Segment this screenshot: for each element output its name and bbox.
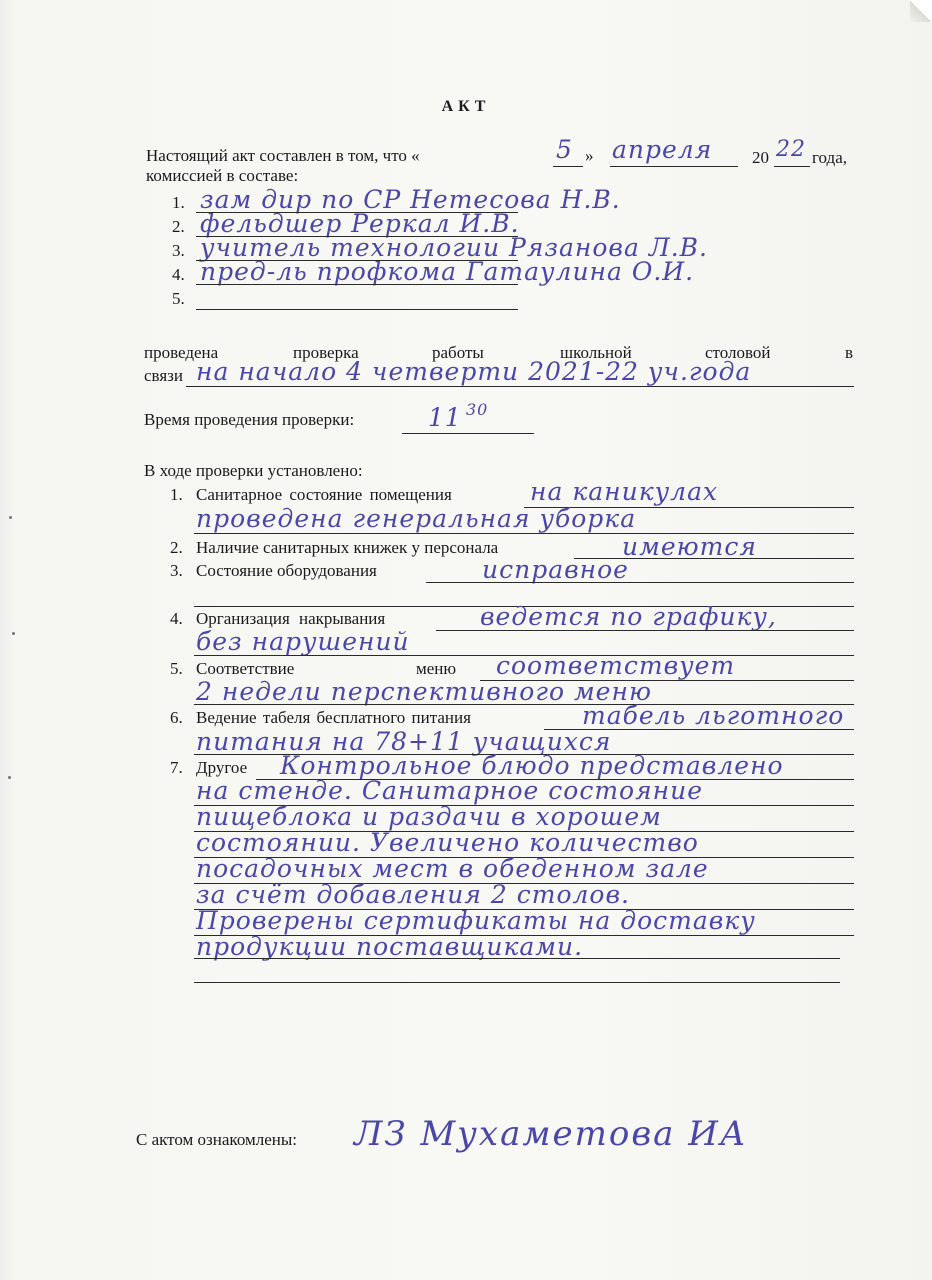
findings-label: В ходе проверки установлено: [144, 461, 363, 480]
reason-underline [186, 386, 854, 387]
time-hours: 11 [428, 403, 462, 432]
scan-speck [9, 516, 12, 519]
member-value: зам дир по СР Нетесова Н.В. [200, 185, 621, 214]
finding-value: за счёт добавления 2 столов. [196, 880, 630, 909]
finding-label: Состояние оборудования [196, 561, 377, 580]
finding-value: без нарушений [196, 627, 410, 656]
acknowledgement-label: С актом ознакомлены: [136, 1130, 298, 1149]
finding-underline [426, 582, 854, 583]
finding-underline [194, 982, 840, 983]
intro-year-suffix: 22 [776, 137, 806, 162]
finding-value: исправное [482, 555, 629, 584]
time-underline [402, 433, 534, 434]
member-number: 4. [172, 265, 185, 284]
finding-value: Проверены сертификаты на доставку [196, 906, 756, 935]
finding-number: 2. [170, 538, 183, 557]
finding-value: пищеблока и раздачи в хорошем [196, 802, 662, 831]
inspection-connector: связи [144, 366, 183, 385]
member-number: 3. [172, 241, 185, 260]
member-number: 1. [172, 193, 185, 212]
finding-label: Ведение табеля бесплатного питания [196, 708, 471, 727]
time-minutes: 30 [466, 400, 489, 419]
finding-value: 2 недели перспективного меню [196, 677, 652, 706]
finding-label: Соответствие [196, 659, 295, 678]
finding-label: Другое [196, 758, 248, 777]
inspection-word: проведена [144, 343, 219, 362]
inspection-reason: на начало 4 четверти 2021-22 уч.года [196, 357, 752, 386]
inspection-word: школьной [560, 343, 632, 362]
intro-year-word: года, [812, 148, 848, 167]
inspection-word: в [845, 343, 854, 362]
finding-underline [194, 958, 840, 959]
scan-speck [12, 632, 15, 635]
year-underline [774, 166, 810, 167]
scan-speck [8, 776, 11, 779]
finding-number: 3. [170, 561, 183, 580]
finding-value: продукции поставщиками. [196, 932, 584, 961]
finding-value: соответствует [496, 651, 736, 680]
finding-value: имеются [622, 532, 757, 561]
finding-label: Санитарное состояние помещения [196, 485, 452, 504]
member-underline [196, 284, 518, 285]
finding-number: 4. [170, 609, 183, 628]
member-number: 5. [172, 289, 185, 308]
finding-value: проведена генеральная уборка [196, 504, 637, 533]
intro-day: 5 [556, 135, 573, 164]
finding-number: 1. [170, 485, 183, 504]
month-underline [610, 166, 738, 167]
finding-value: ведется по графику, [480, 602, 777, 631]
finding-label: Наличие санитарных книжек у персонала [196, 538, 499, 557]
intro-quote-close: » [585, 146, 594, 165]
finding-value: табель льготного [582, 701, 845, 730]
document-title: АКТ [441, 98, 491, 115]
finding-underline [436, 630, 854, 631]
intro-year-prefix: 20 [752, 148, 769, 167]
page-corner [910, 0, 932, 22]
intro-month: апреля [612, 135, 713, 164]
finding-value: на каникулах [530, 477, 719, 506]
finding-number: 5. [170, 659, 183, 678]
intro-text: Настоящий акт составлен в том, что « [146, 146, 420, 165]
day-underline [553, 166, 583, 167]
member-underline [196, 309, 518, 310]
finding-value: Контрольное блюдо представлено [280, 751, 784, 780]
finding-value: на стенде. Санитарное состояние [196, 776, 704, 805]
finding-value: состоянии. Увеличено количество [196, 828, 699, 857]
finding-label: Организация накрывания [196, 609, 386, 628]
finding-value: питания на 78+11 учащихся [196, 727, 612, 756]
inspection-word: проверка [293, 343, 359, 362]
finding-value: посадочных мест в обеденном зале [196, 854, 709, 883]
finding-label: меню [416, 659, 457, 678]
member-value: пред-ль профкома Гатаулина О.И. [200, 257, 695, 286]
inspection-word: работы [432, 343, 484, 362]
member-value: учитель технологии Рязанова Л.В. [200, 233, 708, 262]
time-label: Время проведения проверки: [144, 410, 355, 429]
committee-label: комиссией в составе: [146, 166, 299, 185]
member-value: фельдшер Реркал И.В. [200, 209, 520, 238]
finding-number: 7. [170, 758, 183, 777]
inspection-word: столовой [705, 343, 771, 362]
finding-number: 6. [170, 708, 183, 727]
signature: ЛЗ Мухаметова ИА [354, 1114, 748, 1154]
member-number: 2. [172, 217, 185, 236]
